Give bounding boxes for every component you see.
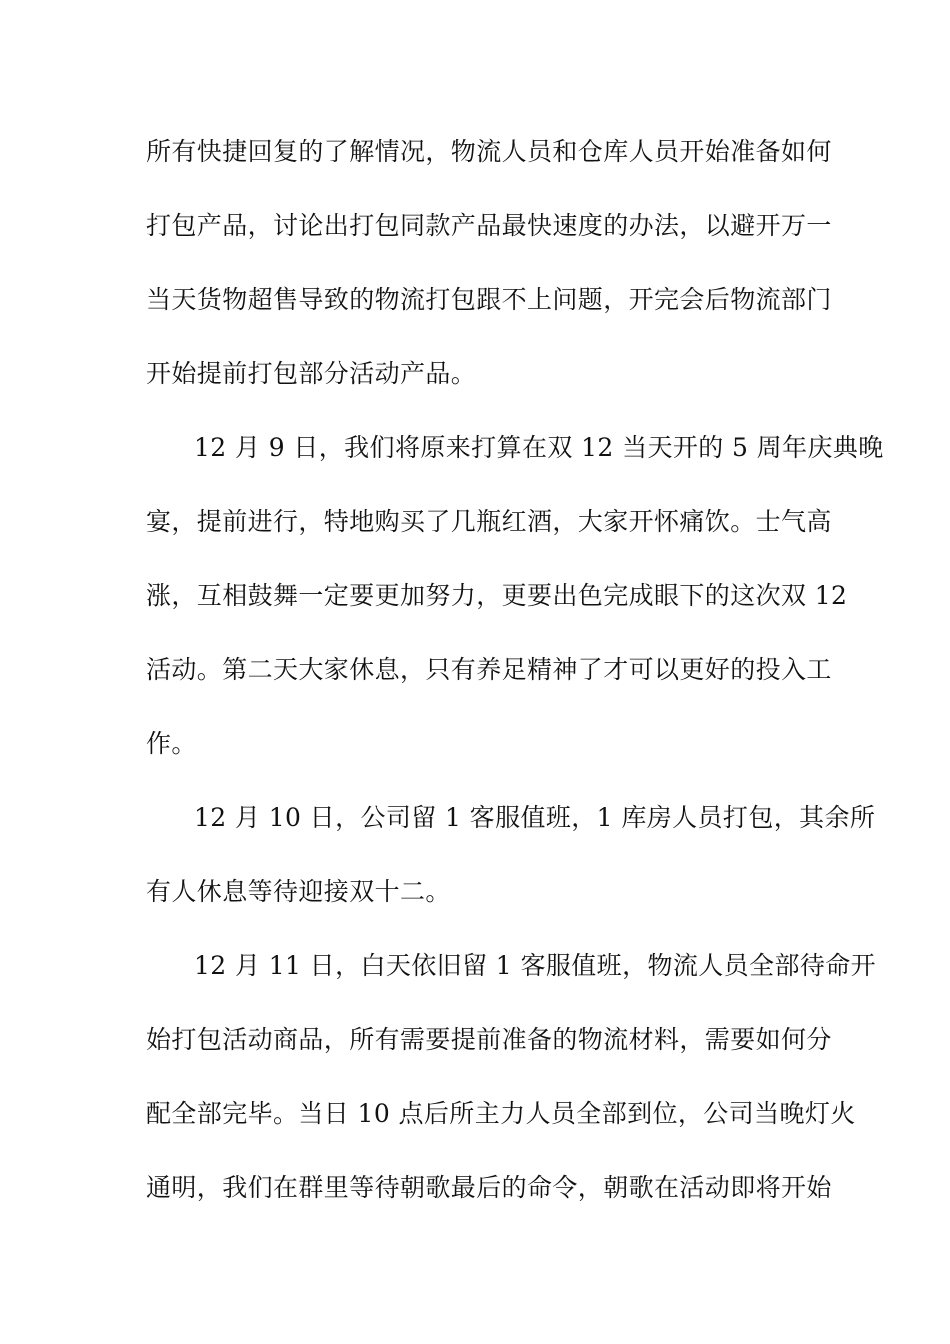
paragraph-line: 宴，提前进行，特地购买了几瓶红酒，大家开怀痛饮。士气高 [146,507,832,536]
paragraph-line: 12 月 9 日，我们将原来打算在双 12 当天开的 5 周年庆典晚 [194,433,884,462]
paragraph-line: 打包产品，讨论出打包同款产品最快速度的办法，以避开万一 [146,211,832,240]
paragraph-line: 配全部完毕。当日 10 点后所主力人员全部到位，公司当晚灯火 [146,1099,856,1128]
paragraph-line: 活动。第二天大家休息，只有养足精神了才可以更好的投入工 [146,655,832,684]
paragraph-line: 所有快捷回复的了解情况，物流人员和仓库人员开始准备如何 [146,137,832,166]
paragraph-line: 12 月 11 日，白天依旧留 1 客服值班，物流人员全部待命开 [194,951,877,980]
paragraph-line: 开始提前打包部分活动产品。 [146,359,477,388]
paragraph-line: 始打包活动商品，所有需要提前准备的物流材料，需要如何分 [146,1025,832,1054]
paragraph-line: 有人休息等待迎接双十二。 [146,877,451,906]
paragraph-line: 涨，互相鼓舞一定要更加努力，更要出色完成眼下的这次双 12 [146,581,848,610]
paragraph-line: 通明，我们在群里等待朝歌最后的命令，朝歌在活动即将开始 [146,1173,832,1202]
paragraph-line: 作。 [146,729,197,758]
paragraph-line: 当天货物超售导致的物流打包跟不上问题，开完会后物流部门 [146,285,832,314]
paragraph-line: 12 月 10 日，公司留 1 客服值班，1 库房人员打包，其余所 [194,803,876,832]
